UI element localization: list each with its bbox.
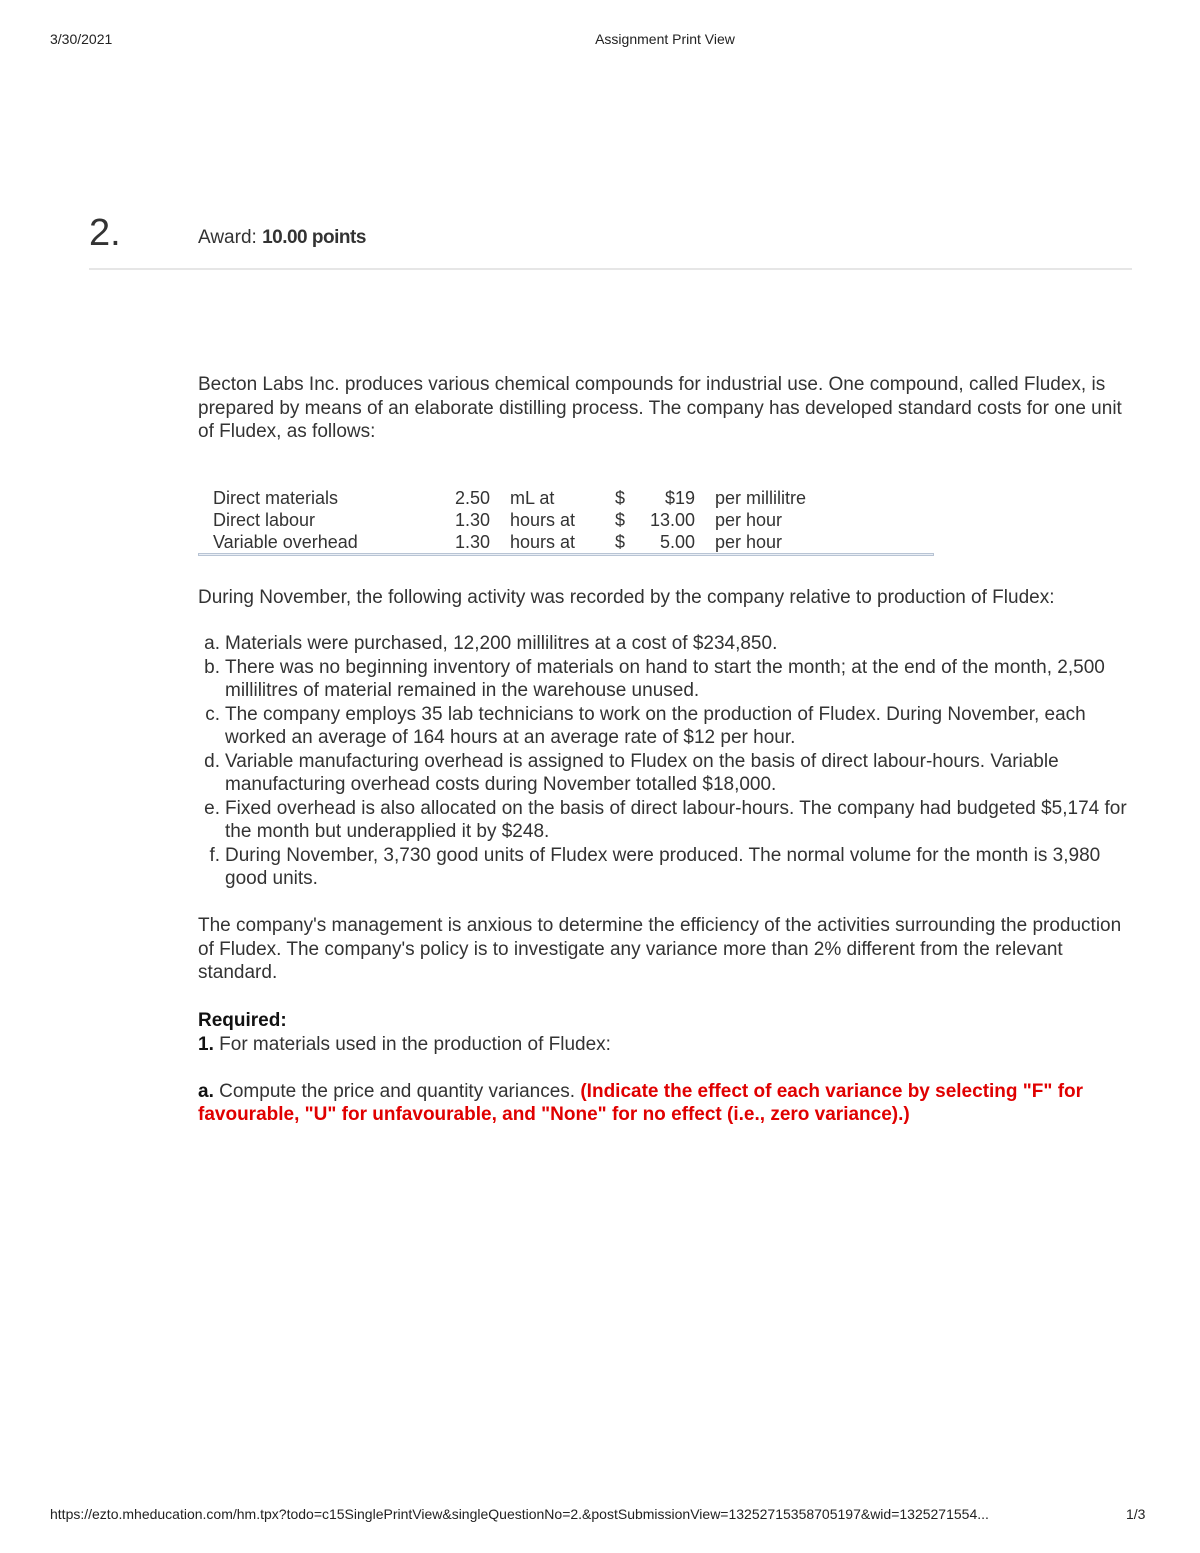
table-row: [198, 509, 934, 531]
dollar-sign: $: [615, 510, 626, 530]
item-text: Variable manufacturing overhead is assigned to Fludex on the basis of direct labour-hours. Variable manufacturing overhead costs during November totalled $18,000.: [225, 750, 1059, 795]
item-marker: f.: [209, 844, 220, 866]
cost-price: $19: [664, 488, 695, 508]
activity-list: [198, 632, 1138, 891]
cost-price: 13.00: [649, 510, 695, 530]
cost-unit: mL at: [510, 488, 555, 508]
part-marker: a.: [198, 1080, 214, 1102]
cost-per-unit: per hour: [715, 532, 783, 552]
part-text: For materials used in the production of Fludex:: [219, 1033, 611, 1055]
required-part-a: [198, 1080, 1138, 1127]
item-marker: d.: [204, 750, 220, 772]
item-marker: e.: [204, 797, 220, 819]
cost-item-name: Variable overhead: [213, 532, 358, 552]
page-title: Assignment Print View: [595, 31, 735, 47]
item-text: There was no beginning inventory of materials on hand to start the month; at the end of the month, 2,500 millilitres of material remained in the warehouse unused.: [225, 656, 1105, 701]
cost-quantity: 2.50: [454, 488, 490, 508]
cost-per-unit: per hour: [715, 510, 783, 530]
instruction-text: (Indicate the effect of each variance by selecting "F" for favourable, "U" for unfavourable, and "None" for no effect (i.e., zero variance).): [198, 1080, 1084, 1125]
required-part-1: [198, 1033, 1138, 1057]
cost-unit: hours at: [510, 510, 576, 530]
item-text: During November, 3,730 good units of Fludex were produced. The normal volume for the month is 3,980 good units.: [225, 844, 1101, 889]
cost-quantity: 1.30: [454, 510, 490, 530]
list-item: [198, 797, 1138, 844]
table-row: [198, 487, 934, 509]
cost-price: 5.00: [659, 532, 695, 552]
required-section: [198, 1009, 1138, 1127]
standard-cost-table: [198, 487, 934, 553]
cost-item-name: Direct labour: [213, 510, 316, 530]
table-row: [198, 531, 934, 553]
list-item: [198, 750, 1138, 797]
dollar-sign: $: [615, 488, 626, 508]
item-text: Fixed overhead is also allocated on the basis of direct labour-hours. The company had budgeted $5,174 for the month but underapplied it by $248.: [225, 797, 1127, 842]
footer-url: https://ezto.mheducation.com/hm.tpx?todo=c15SinglePrintView&singleQuestionNo=2.&postSubmissionView=13252715358705197&wid=1325271554...: [50, 1506, 989, 1522]
award-label: Award:: [198, 227, 257, 248]
cost-item-name: Direct materials: [213, 488, 339, 508]
intro-paragraph: Becton Labs Inc. produces various chemical compounds for industrial use. One compound, called Fludex, is prepared by means of an elaborate distilling process. The company has developed standard costs for one unit of Fludex, as follows:: [198, 374, 1122, 442]
award-line: [198, 227, 366, 249]
list-item: [198, 703, 1138, 750]
section-divider: [89, 268, 1132, 270]
cost-unit: hours at: [510, 532, 576, 552]
dollar-sign: $: [615, 532, 626, 552]
cost-quantity: 1.30: [454, 532, 490, 552]
list-item: [198, 844, 1138, 891]
award-points: 10.00 points: [262, 227, 366, 248]
item-text: The company employs 35 lab technicians to work on the production of Fludex. During November, each worked an average of 164 hours at an average rate of $12 per hour.: [225, 703, 1086, 748]
list-item: [198, 632, 1138, 656]
cost-per-unit: per millilitre: [715, 488, 807, 508]
item-marker: a.: [204, 633, 220, 654]
print-date: 3/30/2021: [50, 31, 113, 47]
required-heading: Required:: [198, 1010, 287, 1031]
list-item: [198, 656, 1138, 703]
item-text: Materials were purchased, 12,200 millilitres at a cost of $234,850.: [225, 633, 778, 654]
item-marker: b.: [204, 656, 220, 678]
item-marker: c.: [205, 703, 220, 725]
table-bottom-rule: [198, 553, 934, 556]
question-number: 2.: [89, 212, 121, 254]
page-number: 1/3: [1126, 1506, 1146, 1522]
part-marker: 1.: [198, 1033, 214, 1055]
activity-intro: During November, the following activity was recorded by the company relative to production of Fludex:: [198, 587, 1055, 608]
management-paragraph: The company's management is anxious to determine the efficiency of the activities surrounding the production of Fludex. The company's policy is to investigate any variance more than 2% different from the relevant standard.: [198, 915, 1122, 983]
part-text: Compute the price and quantity variances.: [219, 1080, 576, 1102]
